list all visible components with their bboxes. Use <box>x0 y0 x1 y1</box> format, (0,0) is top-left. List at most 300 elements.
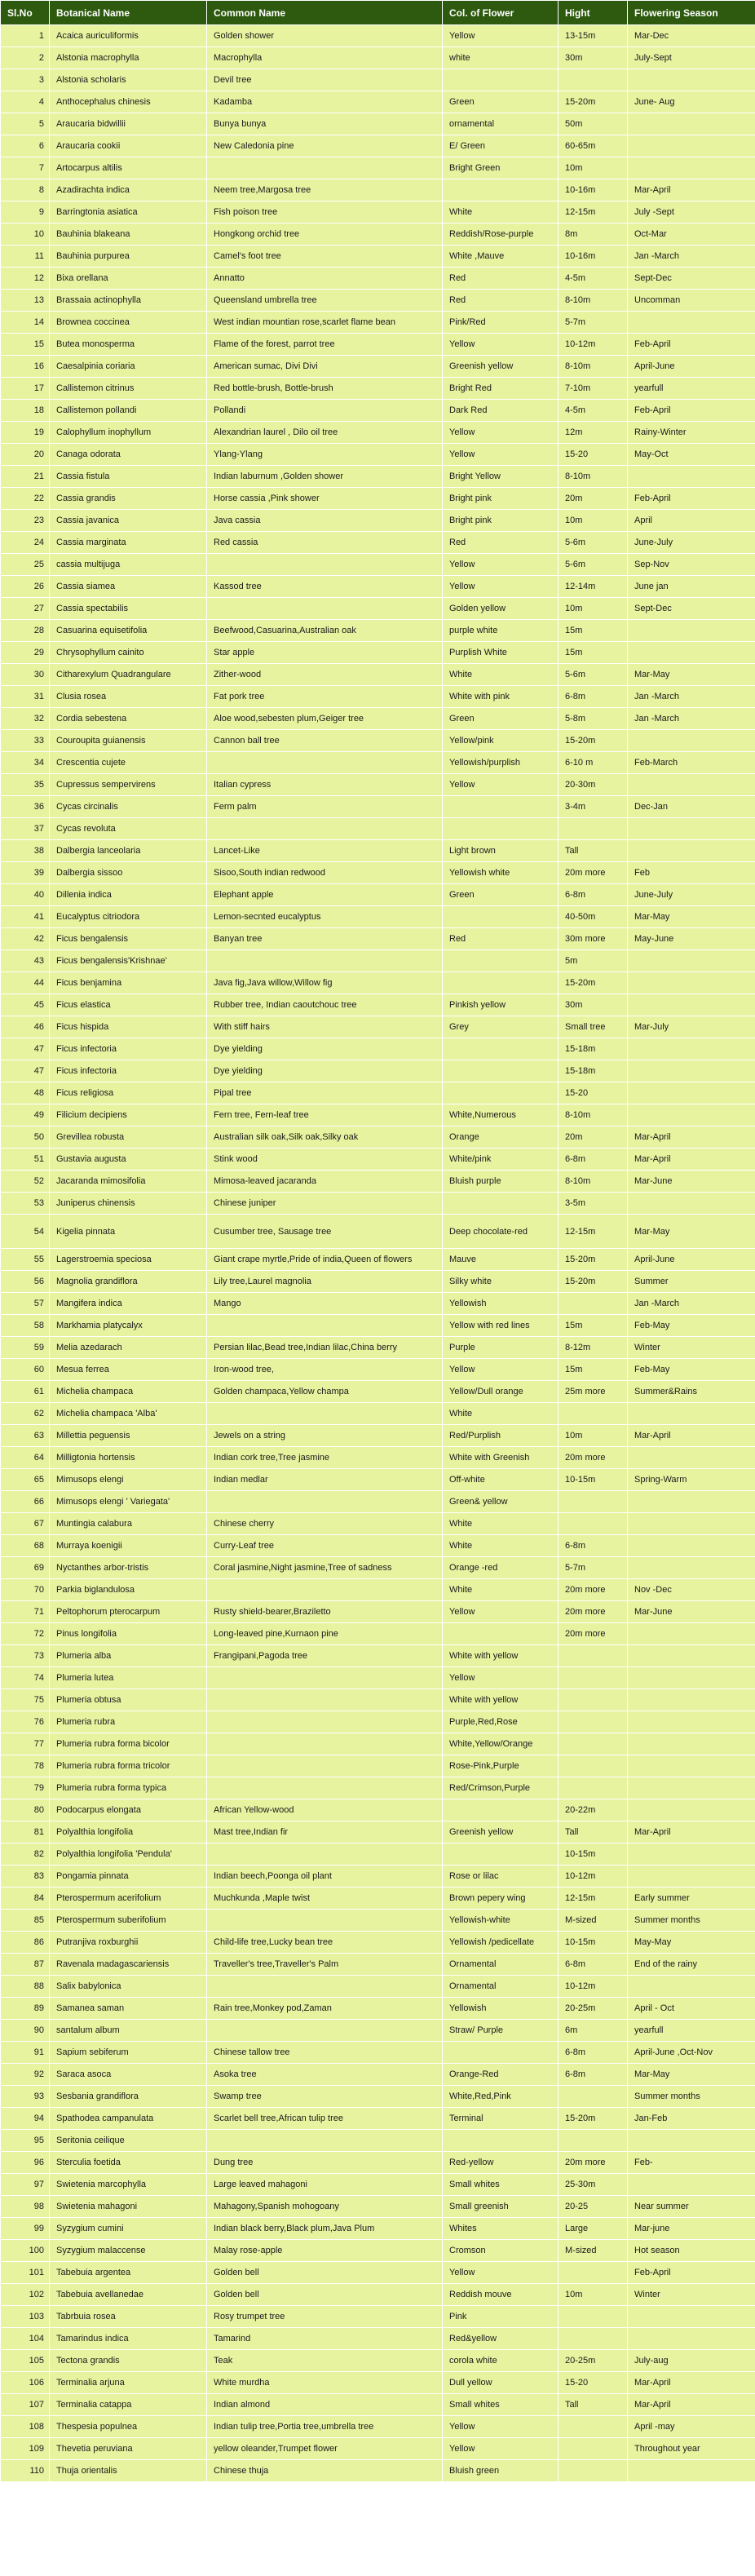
flower-color-cell: Yellowish white <box>443 862 559 884</box>
botanical-name-cell: Spathodea campanulata <box>50 2108 207 2130</box>
table-row <box>1 290 755 312</box>
height-cell: 40-50m <box>559 906 628 928</box>
sl-no-cell: 63 <box>1 1425 50 1447</box>
flowering-season-cell <box>628 1060 755 1082</box>
flowering-season-cell: Mar-June <box>628 1601 755 1623</box>
flower-color-cell: Orange -red <box>443 1557 559 1579</box>
common-name-cell: Mahagony,Spanish mohogoany <box>207 2196 443 2218</box>
table-row <box>1 268 755 290</box>
sl-no-cell: 78 <box>1 1755 50 1777</box>
botanical-name-cell: Putranjiva roxburghii <box>50 1932 207 1954</box>
sl-no-cell: 101 <box>1 2262 50 2284</box>
height-cell <box>559 1293 628 1315</box>
sl-no-cell: 84 <box>1 1888 50 1910</box>
botanical-name-cell: Plumeria alba <box>50 1645 207 1667</box>
height-cell: 30m more <box>559 928 628 950</box>
common-name-cell: Fish poison tree <box>207 201 443 224</box>
common-name-cell <box>207 2020 443 2042</box>
sl-no-cell: 54 <box>1 1215 50 1249</box>
flower-color-cell: Reddish/Rose-purple <box>443 224 559 246</box>
header-botanical-name: Botanical Name <box>50 1 207 25</box>
botanical-name-cell: Ficus bengalensis <box>50 928 207 950</box>
botanical-name-cell: Couroupita guianensis <box>50 730 207 752</box>
sl-no-cell: 93 <box>1 2086 50 2108</box>
flowering-season-cell: April -may <box>628 2416 755 2438</box>
flower-color-cell: Yellowish-white <box>443 1910 559 1932</box>
common-name-cell <box>207 157 443 179</box>
table-row <box>1 2460 755 2482</box>
flower-color-cell: Yellowish /pedicellate <box>443 1932 559 1954</box>
height-cell: 8-12m <box>559 1337 628 1359</box>
sl-no-cell: 67 <box>1 1513 50 1535</box>
sl-no-cell: 53 <box>1 1193 50 1215</box>
height-cell: 12-15m <box>559 1215 628 1249</box>
common-name-cell: Long-leaved pine,Kurnaon pine <box>207 1623 443 1645</box>
flowering-season-cell: Jan -March <box>628 1293 755 1315</box>
botanical-name-cell: Artocarpus altilis <box>50 157 207 179</box>
flowering-season-cell <box>628 69 755 91</box>
sl-no-cell: 76 <box>1 1711 50 1733</box>
height-cell: 20-25m <box>559 2350 628 2372</box>
table-row <box>1 1337 755 1359</box>
common-name-cell: Kadamba <box>207 91 443 113</box>
height-cell: 10m <box>559 598 628 620</box>
table-row <box>1 91 755 113</box>
sl-no-cell: 20 <box>1 444 50 466</box>
flowering-season-cell <box>628 950 755 972</box>
table-row <box>1 2174 755 2196</box>
common-name-cell: Camel's foot tree <box>207 246 443 268</box>
table-row <box>1 1755 755 1777</box>
table-row <box>1 2064 755 2086</box>
common-name-cell: Indian medlar <box>207 1469 443 1491</box>
sl-no-cell: 107 <box>1 2394 50 2416</box>
flower-color-cell: Small whites <box>443 2394 559 2416</box>
table-row <box>1 1193 755 1215</box>
flower-color-cell: Green& yellow <box>443 1491 559 1513</box>
height-cell <box>559 2328 628 2350</box>
flower-color-cell: White with yellow <box>443 1689 559 1711</box>
flowering-season-cell: Jan -March <box>628 686 755 708</box>
sl-no-cell: 77 <box>1 1733 50 1755</box>
height-cell <box>559 818 628 840</box>
height-cell: 15-20m <box>559 1249 628 1271</box>
height-cell: 10m <box>559 2284 628 2306</box>
common-name-cell: Asoka tree <box>207 2064 443 2086</box>
flowering-season-cell: Summer months <box>628 1910 755 1932</box>
table-row <box>1 1843 755 1866</box>
botanical-name-cell: Lagerstroemia speciosa <box>50 1249 207 1271</box>
height-cell: 6-8m <box>559 2042 628 2064</box>
table-row <box>1 1271 755 1293</box>
botanical-name-cell: Anthocephalus chinesis <box>50 91 207 113</box>
botanical-name-cell: Calophyllum inophyllum <box>50 422 207 444</box>
flowering-season-cell <box>628 1733 755 1755</box>
sl-no-cell: 96 <box>1 2152 50 2174</box>
height-cell: 20m more <box>559 1447 628 1469</box>
flower-color-cell: Yellow <box>443 1667 559 1689</box>
flower-color-cell <box>443 1799 559 1821</box>
flowering-season-cell <box>628 1623 755 1645</box>
flowering-season-cell <box>628 620 755 642</box>
sl-no-cell: 22 <box>1 488 50 510</box>
table-row <box>1 642 755 664</box>
flowering-season-cell: Feb-May <box>628 1359 755 1381</box>
height-cell: 20-25 <box>559 2196 628 2218</box>
height-cell <box>559 1667 628 1689</box>
height-cell: 15-20m <box>559 730 628 752</box>
flowering-season-cell <box>628 1645 755 1667</box>
flowering-season-cell: Sept-Dec <box>628 268 755 290</box>
flower-color-cell <box>443 906 559 928</box>
flower-color-cell: Orange <box>443 1126 559 1149</box>
common-name-cell <box>207 1843 443 1866</box>
flower-color-cell: Yellowish <box>443 1998 559 2020</box>
botanical-name-cell: Araucaria bidwillii <box>50 113 207 135</box>
flowering-season-cell: Mar-April <box>628 2372 755 2394</box>
botanical-name-cell: Cassia fistula <box>50 466 207 488</box>
botanical-name-cell: Tectona grandis <box>50 2350 207 2372</box>
common-name-cell: African Yellow-wood <box>207 1799 443 1821</box>
table-row <box>1 400 755 422</box>
table-row <box>1 1601 755 1623</box>
flower-color-cell: Red-yellow <box>443 2152 559 2174</box>
height-cell: 6-8m <box>559 2064 628 2086</box>
sl-no-cell: 18 <box>1 400 50 422</box>
flower-color-cell: White/pink <box>443 1149 559 1171</box>
botanical-name-cell: Samanea saman <box>50 1998 207 2020</box>
common-name-cell: Pollandi <box>207 400 443 422</box>
sl-no-cell: 42 <box>1 928 50 950</box>
flowering-season-cell: April - Oct <box>628 1998 755 2020</box>
botanical-name-cell: Bauhinia blakeana <box>50 224 207 246</box>
flower-color-cell: Ornamental <box>443 1954 559 1976</box>
flower-color-cell: Yellow <box>443 576 559 598</box>
flower-color-cell: White,Red,Pink <box>443 2086 559 2108</box>
flowering-season-cell <box>628 1976 755 1998</box>
sl-no-cell: 7 <box>1 157 50 179</box>
table-row <box>1 2020 755 2042</box>
botanical-name-cell: Eucalyptus citriodora <box>50 906 207 928</box>
common-name-cell: Dung tree <box>207 2152 443 2174</box>
height-cell: 20m <box>559 1126 628 1149</box>
common-name-cell: Chinese thuja <box>207 2460 443 2482</box>
height-cell <box>559 1733 628 1755</box>
table-row <box>1 532 755 554</box>
flower-color-cell: Bluish purple <box>443 1171 559 1193</box>
botanical-name-cell: Plumeria lutea <box>50 1667 207 1689</box>
height-cell: 15-20 <box>559 444 628 466</box>
sl-no-cell: 12 <box>1 268 50 290</box>
height-cell: 10-16m <box>559 246 628 268</box>
common-name-cell: Devil tree <box>207 69 443 91</box>
botanical-name-cell: Brassaia actinophylla <box>50 290 207 312</box>
height-cell: 5-6m <box>559 664 628 686</box>
common-name-cell: Coral jasmine,Night jasmine,Tree of sadness <box>207 1557 443 1579</box>
sl-no-cell: 64 <box>1 1447 50 1469</box>
botanical-name-cell: Syzygium cumini <box>50 2218 207 2240</box>
botanical-name-cell: Ravenala madagascariensis <box>50 1954 207 1976</box>
sl-no-cell: 44 <box>1 972 50 994</box>
sl-no-cell: 56 <box>1 1271 50 1293</box>
botanical-name-cell: Citharexylum Quadrangulare <box>50 664 207 686</box>
flowering-season-cell: Mar-July <box>628 1016 755 1038</box>
common-name-cell: Indian laburnum ,Golden shower <box>207 466 443 488</box>
header-flowering-season: Flowering Season <box>628 1 755 25</box>
sl-no-cell: 51 <box>1 1149 50 1171</box>
height-cell <box>559 1777 628 1799</box>
height-cell: 5-7m <box>559 312 628 334</box>
table-row <box>1 510 755 532</box>
botanical-name-cell: Nyctanthes arbor-tristis <box>50 1557 207 1579</box>
sl-no-cell: 35 <box>1 774 50 796</box>
botanical-name-cell: Thevetia peruviana <box>50 2438 207 2460</box>
table-row <box>1 2152 755 2174</box>
common-name-cell: Giant crape myrtle,Pride of india,Queen of flowers <box>207 1249 443 1271</box>
flowering-season-cell <box>628 2130 755 2152</box>
table-row <box>1 1689 755 1711</box>
common-name-cell: Hongkong orchid tree <box>207 224 443 246</box>
height-cell <box>559 2460 628 2482</box>
common-name-cell: Macrophylla <box>207 47 443 69</box>
sl-no-cell: 19 <box>1 422 50 444</box>
botanical-name-cell: Butea monosperma <box>50 334 207 356</box>
table-row <box>1 2240 755 2262</box>
botanical-name-cell: Plumeria obtusa <box>50 1689 207 1711</box>
flowering-season-cell: Early summer <box>628 1888 755 1910</box>
flowering-season-cell: yearfull <box>628 2020 755 2042</box>
height-cell: 15m <box>559 1359 628 1381</box>
sl-no-cell: 75 <box>1 1689 50 1711</box>
flowering-season-cell: Jan-Feb <box>628 2108 755 2130</box>
table-row <box>1 2284 755 2306</box>
flower-color-cell <box>443 1082 559 1104</box>
height-cell: 20m more <box>559 862 628 884</box>
botanical-name-cell: Tabebuia avellanedae <box>50 2284 207 2306</box>
botanical-name-cell: Terminalia catappa <box>50 2394 207 2416</box>
table-row <box>1 25 755 47</box>
common-name-cell: Mango <box>207 1293 443 1315</box>
table-row <box>1 312 755 334</box>
sl-no-cell: 80 <box>1 1799 50 1821</box>
sl-no-cell: 87 <box>1 1954 50 1976</box>
table-row <box>1 2086 755 2108</box>
flower-color-cell: Mauve <box>443 1249 559 1271</box>
flower-color-cell: Bright pink <box>443 488 559 510</box>
height-cell: 5-8m <box>559 708 628 730</box>
flowering-season-cell: Rainy-Winter <box>628 422 755 444</box>
flower-color-cell: White with pink <box>443 686 559 708</box>
table-row <box>1 135 755 157</box>
botanical-name-cell: santalum album <box>50 2020 207 2042</box>
height-cell: 4-5m <box>559 400 628 422</box>
table-row <box>1 2416 755 2438</box>
table-row <box>1 686 755 708</box>
flowering-season-cell: Mar-june <box>628 2218 755 2240</box>
height-cell: 6-8m <box>559 1954 628 1976</box>
flower-color-cell: White <box>443 1579 559 1601</box>
flowering-season-cell: Mar-May <box>628 2064 755 2086</box>
common-name-cell: Fat pork tree <box>207 686 443 708</box>
sl-no-cell: 81 <box>1 1821 50 1843</box>
botanical-name-cell: Juniperus chinensis <box>50 1193 207 1215</box>
sl-no-cell: 100 <box>1 2240 50 2262</box>
flowering-season-cell <box>628 1513 755 1535</box>
height-cell <box>559 2130 628 2152</box>
common-name-cell <box>207 1711 443 1733</box>
common-name-cell: Elephant apple <box>207 884 443 906</box>
common-name-cell: Indian cork tree,Tree jasmine <box>207 1447 443 1469</box>
flowering-season-cell: Sep-Nov <box>628 554 755 576</box>
sl-no-cell: 82 <box>1 1843 50 1866</box>
flower-color-cell: Red&yellow <box>443 2328 559 2350</box>
table-row <box>1 224 755 246</box>
botanical-name-cell: Podocarpus elongata <box>50 1799 207 1821</box>
common-name-cell: Golden bell <box>207 2262 443 2284</box>
table-row <box>1 774 755 796</box>
table-row <box>1 1821 755 1843</box>
common-name-cell: Bunya bunya <box>207 113 443 135</box>
height-cell <box>559 2306 628 2328</box>
table-row <box>1 1060 755 1082</box>
common-name-cell: Red cassia <box>207 532 443 554</box>
common-name-cell: Mimosa-leaved jacaranda <box>207 1171 443 1193</box>
common-name-cell <box>207 2130 443 2152</box>
height-cell: 10m <box>559 1425 628 1447</box>
sl-no-cell: 60 <box>1 1359 50 1381</box>
height-cell: 8-10m <box>559 466 628 488</box>
sl-no-cell: 86 <box>1 1932 50 1954</box>
height-cell: 25-30m <box>559 2174 628 2196</box>
sl-no-cell: 79 <box>1 1777 50 1799</box>
sl-no-cell: 23 <box>1 510 50 532</box>
sl-no-cell: 105 <box>1 2350 50 2372</box>
height-cell: 15-20 <box>559 1082 628 1104</box>
flowering-season-cell: Feb- <box>628 2152 755 2174</box>
common-name-cell: Neem tree,Margosa tree <box>207 179 443 201</box>
table-row <box>1 1623 755 1645</box>
sl-no-cell: 94 <box>1 2108 50 2130</box>
flowering-season-cell <box>628 2306 755 2328</box>
botanical-name-cell: Bauhinia purpurea <box>50 246 207 268</box>
sl-no-cell: 55 <box>1 1249 50 1271</box>
sl-no-cell: 57 <box>1 1293 50 1315</box>
common-name-cell <box>207 1315 443 1337</box>
table-row <box>1 1171 755 1193</box>
table-row <box>1 1104 755 1126</box>
flower-color-cell: Yellow <box>443 1601 559 1623</box>
flowering-season-cell <box>628 1403 755 1425</box>
height-cell: 20-22m <box>559 1799 628 1821</box>
flower-color-cell <box>443 972 559 994</box>
common-name-cell: Golden champaca,Yellow champa <box>207 1381 443 1403</box>
sl-no-cell: 24 <box>1 532 50 554</box>
sl-no-cell: 58 <box>1 1315 50 1337</box>
sl-no-cell: 29 <box>1 642 50 664</box>
height-cell: 12m <box>559 422 628 444</box>
flowering-season-cell: Feb-April <box>628 488 755 510</box>
common-name-cell: Flame of the forest, parrot tree <box>207 334 443 356</box>
sl-no-cell: 98 <box>1 2196 50 2218</box>
botanical-name-cell: Sterculia foetida <box>50 2152 207 2174</box>
table-row <box>1 1038 755 1060</box>
table-row <box>1 2130 755 2152</box>
flower-color-cell: White <box>443 201 559 224</box>
flowering-season-cell: Feb-April <box>628 334 755 356</box>
flowering-season-cell: Feb <box>628 862 755 884</box>
botanical-name-cell: Dillenia indica <box>50 884 207 906</box>
height-cell <box>559 2262 628 2284</box>
botanical-name-cell: cassia multijuga <box>50 554 207 576</box>
height-cell: 30m <box>559 47 628 69</box>
common-name-cell: Indian black berry,Black plum,Java Plum <box>207 2218 443 2240</box>
sl-no-cell: 74 <box>1 1667 50 1689</box>
height-cell: 20-25m <box>559 1998 628 2020</box>
flower-color-cell: Brown pepery wing <box>443 1888 559 1910</box>
height-cell <box>559 1403 628 1425</box>
flowering-season-cell <box>628 1038 755 1060</box>
table-row <box>1 730 755 752</box>
height-cell: 10-12m <box>559 334 628 356</box>
botanical-name-cell: Alstonia scholaris <box>50 69 207 91</box>
height-cell: 12-15m <box>559 201 628 224</box>
table-row <box>1 1403 755 1425</box>
common-name-cell: Beefwood,Casuarina,Australian oak <box>207 620 443 642</box>
height-cell: 6-10 m <box>559 752 628 774</box>
flower-color-cell: White,Numerous <box>443 1104 559 1126</box>
flowering-season-cell: April-June <box>628 356 755 378</box>
flower-color-cell: Yellow <box>443 2416 559 2438</box>
sl-no-cell: 40 <box>1 884 50 906</box>
height-cell: 6-8m <box>559 1535 628 1557</box>
height-cell: 20m more <box>559 1601 628 1623</box>
flower-color-cell: Red <box>443 290 559 312</box>
height-cell: Small tree <box>559 1016 628 1038</box>
flower-color-cell: Yellowish/purplish <box>443 752 559 774</box>
sl-no-cell: 88 <box>1 1976 50 1998</box>
table-row <box>1 2262 755 2284</box>
botanical-name-cell: Ficus bengalensis'Krishnae' <box>50 950 207 972</box>
sl-no-cell: 2 <box>1 47 50 69</box>
sl-no-cell: 50 <box>1 1126 50 1149</box>
sl-no-cell: 31 <box>1 686 50 708</box>
flower-color-cell: Red <box>443 268 559 290</box>
flower-color-cell: Yellow <box>443 25 559 47</box>
table-row <box>1 1711 755 1733</box>
botanical-name-cell: Grevillea robusta <box>50 1126 207 1149</box>
sl-no-cell: 3 <box>1 69 50 91</box>
flowering-season-cell: Mar-May <box>628 906 755 928</box>
botanical-name-cell: Magnolia grandiflora <box>50 1271 207 1293</box>
common-name-cell: Indian beech,Poonga oil plant <box>207 1866 443 1888</box>
botanical-name-cell: Crescentia cujete <box>50 752 207 774</box>
common-name-cell: Frangipani,Pagoda tree <box>207 1645 443 1667</box>
table-row <box>1 334 755 356</box>
flower-color-cell: Bright pink <box>443 510 559 532</box>
height-cell: 5m <box>559 950 628 972</box>
common-name-cell: Alexandrian laurel , Dilo oil tree <box>207 422 443 444</box>
botanical-name-cell: Bixa orellana <box>50 268 207 290</box>
common-name-cell: Star apple <box>207 642 443 664</box>
flower-color-cell: ornamental <box>443 113 559 135</box>
sl-no-cell: 92 <box>1 2064 50 2086</box>
common-name-cell: Rubber tree, Indian caoutchouc tree <box>207 994 443 1016</box>
flower-color-cell: E/ Green <box>443 135 559 157</box>
sl-no-cell: 72 <box>1 1623 50 1645</box>
botanical-name-cell: Saraca asoca <box>50 2064 207 2086</box>
flower-color-cell: Bright Yellow <box>443 466 559 488</box>
table-row <box>1 884 755 906</box>
